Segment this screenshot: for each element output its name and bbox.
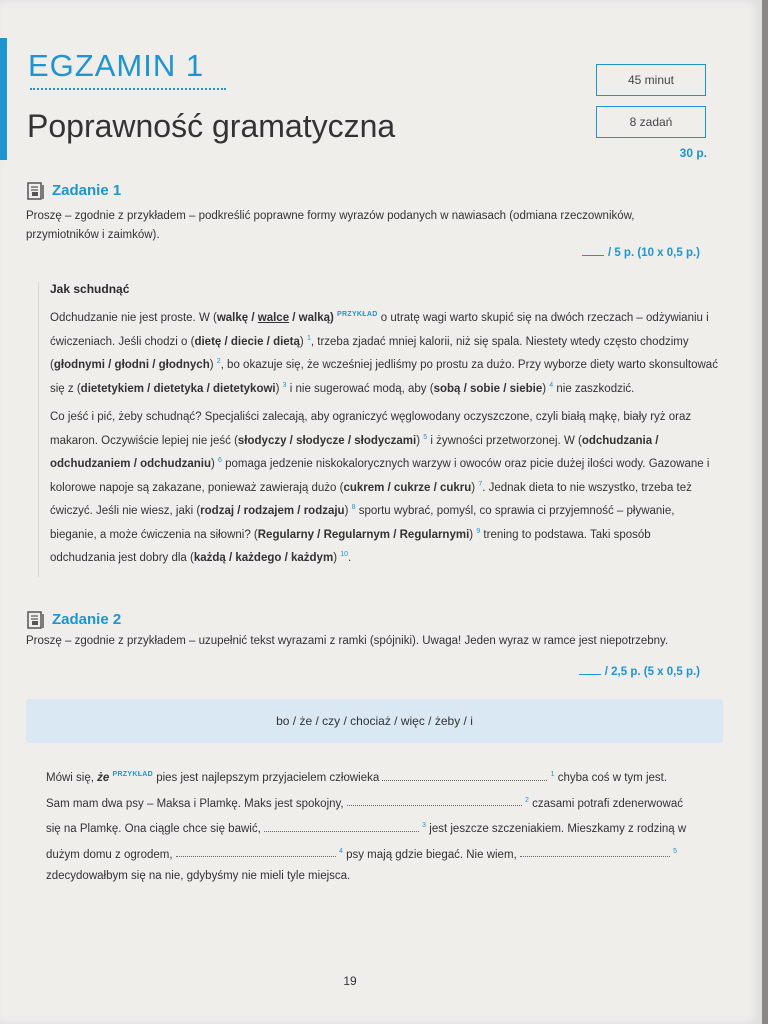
option-group-6[interactable]: odchudzania / odchudzaniem / odchudzaniu: [50, 434, 659, 471]
task1-passage: [38, 282, 718, 577]
task2-score: [579, 666, 700, 678]
option-group-7[interactable]: cukrem / cukrze / cukru: [343, 481, 472, 494]
task2-score-label: / 2,5 p. (5 x 0,5 p.): [604, 666, 700, 678]
example-answer: że: [97, 771, 110, 784]
exam-title: EGZAMIN 1: [28, 48, 205, 83]
answer-blank-2[interactable]: [347, 793, 522, 806]
task1-score-label: / 5 p. (10 x 0,5 p.): [607, 247, 700, 259]
option-group-5[interactable]: słodyczy / słodycze / słodyczami: [237, 434, 417, 447]
task2-passage: Mówi się, że $^{PRZYKŁAD}$ pies jest najlepszym przyjacielem człowieka $^1$ chyba coś w tym jest. Sam mam dwa psy – Maksa i Plamkę. Maks jest spokojny, $^2$ czasami potrafi zdenerwować się na Plamkę. Ona ciągle chce się bawić, $^3$ jest jeszcze szczeniakiem. Mieszkamy z rodziną w dużym domu z ogrodem, $^4$ psy mają gdzie biegać. Nie wiem, $^5$ zdecydowałbym się na nie, gdybyśmy nie mieli tyle miejsca.: [46, 764, 691, 888]
worksheet-icon: [27, 182, 45, 200]
option-group-9[interactable]: Regularny / Regularnym / Regularnymi: [257, 528, 470, 541]
total-points: 30 p.: [679, 146, 707, 160]
option-group-10[interactable]: każdą / każdego / każdym: [193, 552, 334, 565]
page-number: 19: [343, 974, 357, 988]
title-dotted-underline: [30, 88, 226, 90]
passage-paragraph-2: Co jeść i pić, żeby schudnąć? Specjaliści zalecają, aby ograniczyć węglowodany oczyszczone, czyli białą mąkę, biały ryż oraz makaron. Oczywiście lepiej nie jeść (słodyczy / słodycze / słodyczami) $^5$ i żywności przetworzonej. W (odchudzania / odchudzaniem / odchudzaniu) $^6$ pomaga jedzenie niskokalorycznych warzyw i owoców oraz picie dużej ilości wody. Gazowane i kolorowe napoje są zakazane, ponieważ zawierają dużo (cukrem / cukrze / cukru) $^7$. Jednak dieta to nie wszystko, trzeba też ćwiczyć. Jeśli nie wiesz, jaki (rodzaj / rodzajem / rodzaju) $^8$ sportu wybrać, pomyśl, co sprawia ci przyjemność – pływanie, bieganie, a może ćwiczenia na siłowni? (Regularny / Regularnym / Regularnymi) $^9$ trening to podstawa. Taki sposób odchudzania jest dobry dla (każdą / każdego / każdym) $^{10}$.: [50, 411, 710, 565]
option-group-8[interactable]: rodzaj / rodzajem / rodzaju: [200, 505, 345, 518]
task2-instruction: Proszę – zgodnie z przykładem – uzupełnić tekst wyrazami z ramki (spójniki). Uwaga! Jeden wyraz w ramce jest niepotrzebny.: [26, 635, 669, 647]
answer-blank-1[interactable]: [382, 768, 547, 781]
accent-bar: [0, 38, 7, 160]
time-box: 45 minut: [596, 64, 706, 96]
option-group-3[interactable]: dietetykiem / dietetyka / dietetykowi: [80, 382, 276, 395]
task1-instruction: Proszę – zgodnie z przykładem – podkreślić poprawne formy wyrazów podanych w nawiasach (odmiana rzeczowników, przymiotników i zaimków).: [26, 210, 635, 241]
worksheet-icon: [27, 611, 45, 629]
option-group-2[interactable]: głodnymi / głodni / głodnych: [53, 358, 210, 371]
answer-blank-4[interactable]: [176, 844, 336, 857]
option-group-example[interactable]: walkę / walce / walką): [216, 311, 334, 324]
score-blank[interactable]: [582, 255, 604, 256]
tasks-count-box: 8 zadań: [596, 106, 706, 138]
answer-blank-3[interactable]: [264, 819, 419, 832]
task1-title: Zadanie 1: [52, 182, 122, 199]
task2-title: Zadanie 2: [52, 611, 122, 628]
option-group-4[interactable]: sobą / sobie / siebie: [433, 382, 543, 395]
option-group-1[interactable]: dietę / diecie / dietą: [194, 335, 300, 348]
subject-title: Poprawność gramatyczna: [27, 108, 396, 144]
score-blank[interactable]: [579, 674, 601, 675]
task1-score: [582, 247, 700, 259]
answer-blank-5[interactable]: [520, 844, 670, 857]
passage-paragraph-1: Odchudzanie nie jest proste. W (walkę / walce / walką) $^{PRZYKŁAD}$ o utratę wagi warto skupić się na dwóch rzeczach – odżywianiu i ćwiczeniach. Jeśli chodzi o (dietę / diecie / dietą) $^1$, trzeba zjadać mniej kalorii, niż się spala. Niestety wtedy często chodzimy (głodnymi / głodni / głodnych) $^2$, bo okazuje się, że wcześniej jedliśmy po prostu za dużo. Przy wyborze diety warto skonsultować się z (dietetykiem / dietetyka / dietetykowi) $^3$ i nie sugerować modą, aby (sobą / sobie / siebie) $^4$ nie zaszkodzić.: [50, 311, 718, 395]
word-bank-box: bo / że / czy / chociaż / więc / żeby / i: [26, 699, 723, 743]
passage-title: Jak schudnąć: [50, 282, 130, 296]
